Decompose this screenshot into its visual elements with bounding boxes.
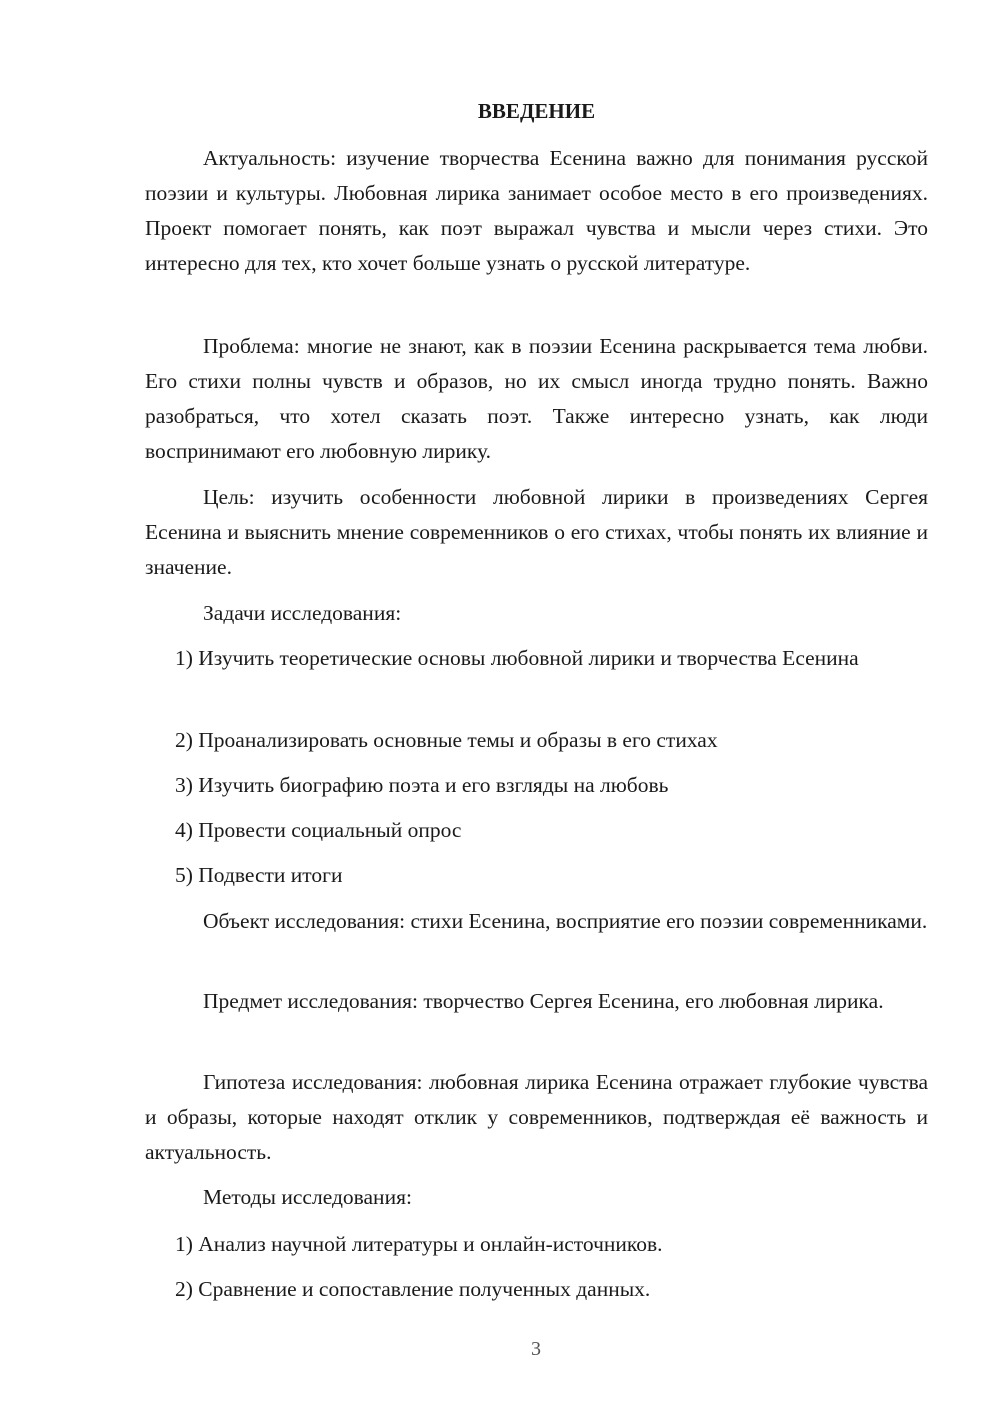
paragraph-hypothesis: Гипотеза исследования: любовная лирика Есенина отражает глубокие чувства и образы, которые находят отклик у современников, подтверждая её важность и актуальность. [145,1070,928,1164]
method-item: 2) Сравнение и сопоставление полученных данных. [175,1277,651,1301]
methods-title: Методы исследования: [203,1185,412,1209]
task-item: 5) Подвести итоги [175,863,343,887]
tasks-title: Задачи исследования: [203,601,402,625]
task-item: 2) Проанализировать основные темы и образы в его стихах [175,728,718,752]
task-item: 1) Изучить теоретические основы любовной лирики и творчества Есенина [175,646,859,670]
section-heading: ВВЕДЕНИЕ [477,99,596,123]
paragraph-problem: Проблема: многие не знают, как в поэзии Есенина раскрывается тема любви. Его стихи полны чувств и образов, но их смысл иногда трудно понять. Важно разобраться, что хотел сказать поэт. Также интересно узнать, как люди воспринимают его любовную лирику. [145,334,928,463]
paragraph-subject: Предмет исследования: творчество Сергея Есенина, его любовная лирика. [203,989,884,1013]
paragraph-goal: Цель: изучить особенности любовной лирики в произведениях Сергея Есенина и выяснить мнение современников о его стихах, чтобы понять их влияние и значение. [145,485,928,579]
method-item: 1) Анализ научной литературы и онлайн-источников. [175,1232,663,1256]
page-number: 3 [531,1338,541,1360]
paragraph-object: Объект исследования: стихи Есенина, восприятие его поэзии современниками. [203,909,928,933]
task-item: 3) Изучить биографию поэта и его взгляды на любовь [175,773,669,797]
task-item: 4) Провести социальный опрос [175,818,462,842]
paragraph-relevance: Актуальность: изучение творчества Есенина важно для понимания русской поэзии и культуры. Любовная лирика занимает особое место в его произведениях. Проект помогает понять, как поэт выражал чувства и мысли через стихи. Это интересно для тех, кто хочет больше узнать о русской литературе. [145,146,928,275]
